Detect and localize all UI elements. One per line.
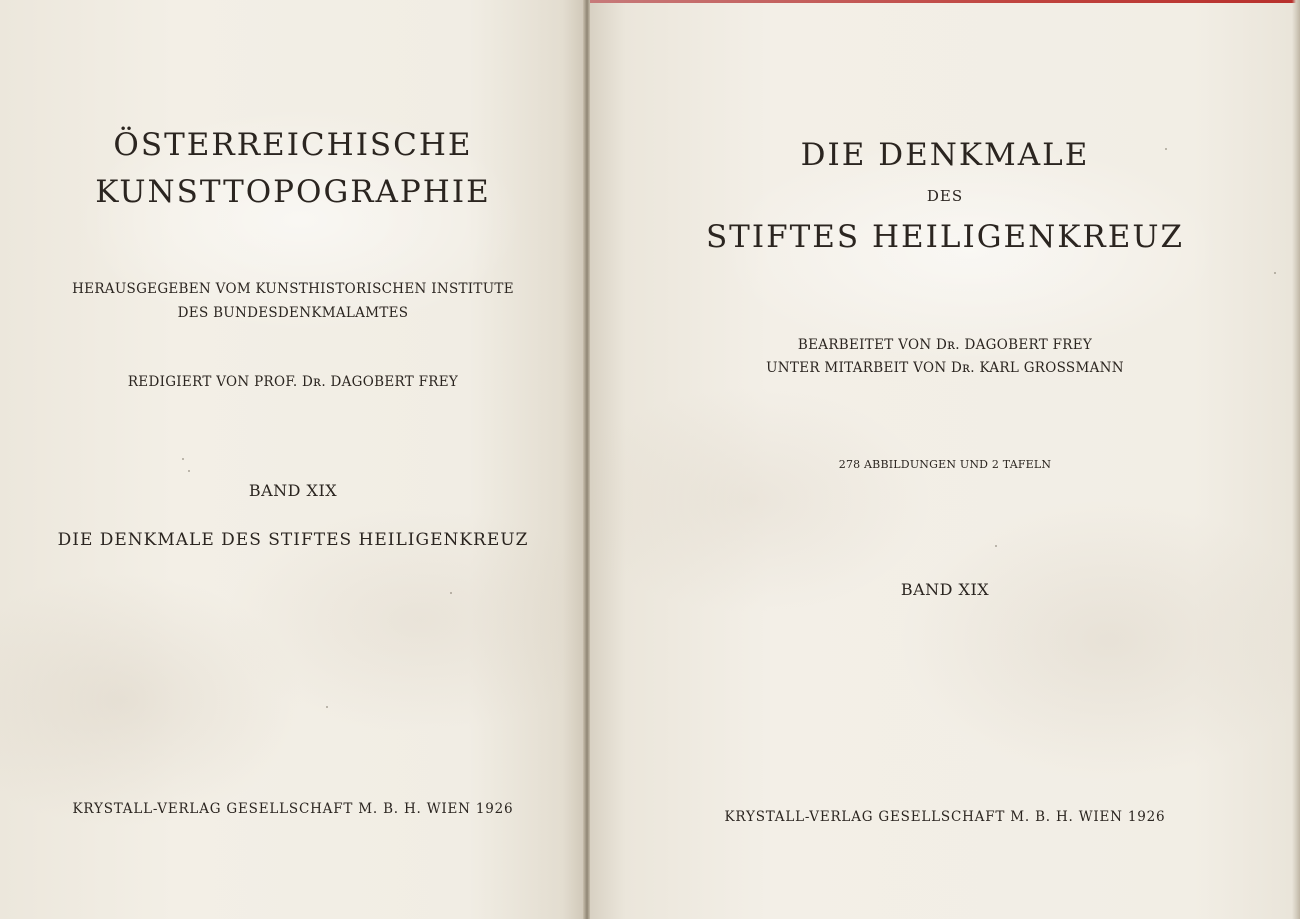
series-publisher-line2: DES BUNDESDENKMALAMTES	[177, 305, 409, 321]
paper-speck	[182, 458, 184, 460]
book-illustrations: 278 ABBILDUNGEN UND 2 TAFELN	[838, 458, 1052, 471]
paper-speck	[995, 545, 997, 547]
page-stack-edge	[1292, 0, 1300, 919]
series-publisher-line1: HERAUSGEGEBEN VOM KUNSTHISTORISCHEN INSTITUTE	[72, 281, 514, 297]
book-title-line1: DIE DENKMALE	[800, 137, 1090, 173]
right-page	[590, 0, 1300, 919]
paper-speck	[1165, 148, 1167, 150]
book-author: BEARBEITET VON Dʀ. DAGOBERT FREY	[797, 337, 1093, 353]
red-page-edge	[590, 0, 1300, 3]
series-title-line1: ÖSTERREICHISCHE	[113, 127, 473, 163]
book-imprint: KRYSTALL-VERLAG GESELLSCHAFT M. B. H. WIEN 1926	[724, 809, 1166, 825]
book-title-line2: DES	[926, 187, 964, 205]
series-band: BAND XIX	[248, 481, 338, 500]
paper-speck	[1274, 272, 1276, 274]
book-title-line3: STIFTES HEILIGENKREUZ	[705, 219, 1185, 255]
book-band: BAND XIX	[900, 580, 990, 599]
paper-speck	[450, 592, 452, 594]
left-page	[0, 0, 586, 919]
series-volume-title: DIE DENKMALE DES STIFTES HEILIGENKREUZ	[57, 530, 529, 550]
series-title-line2: KUNSTTOPOGRAPHIE	[95, 174, 491, 210]
book-coauthor: UNTER MITARBEIT VON Dʀ. KARL GROSSMANN	[766, 360, 1124, 376]
series-editor: REDIGIERT VON PROF. Dʀ. DAGOBERT FREY	[127, 374, 459, 390]
paper-speck	[326, 706, 328, 708]
series-imprint: KRYSTALL-VERLAG GESELLSCHAFT M. B. H. WIEN 1926	[72, 801, 514, 817]
paper-speck	[188, 470, 190, 472]
